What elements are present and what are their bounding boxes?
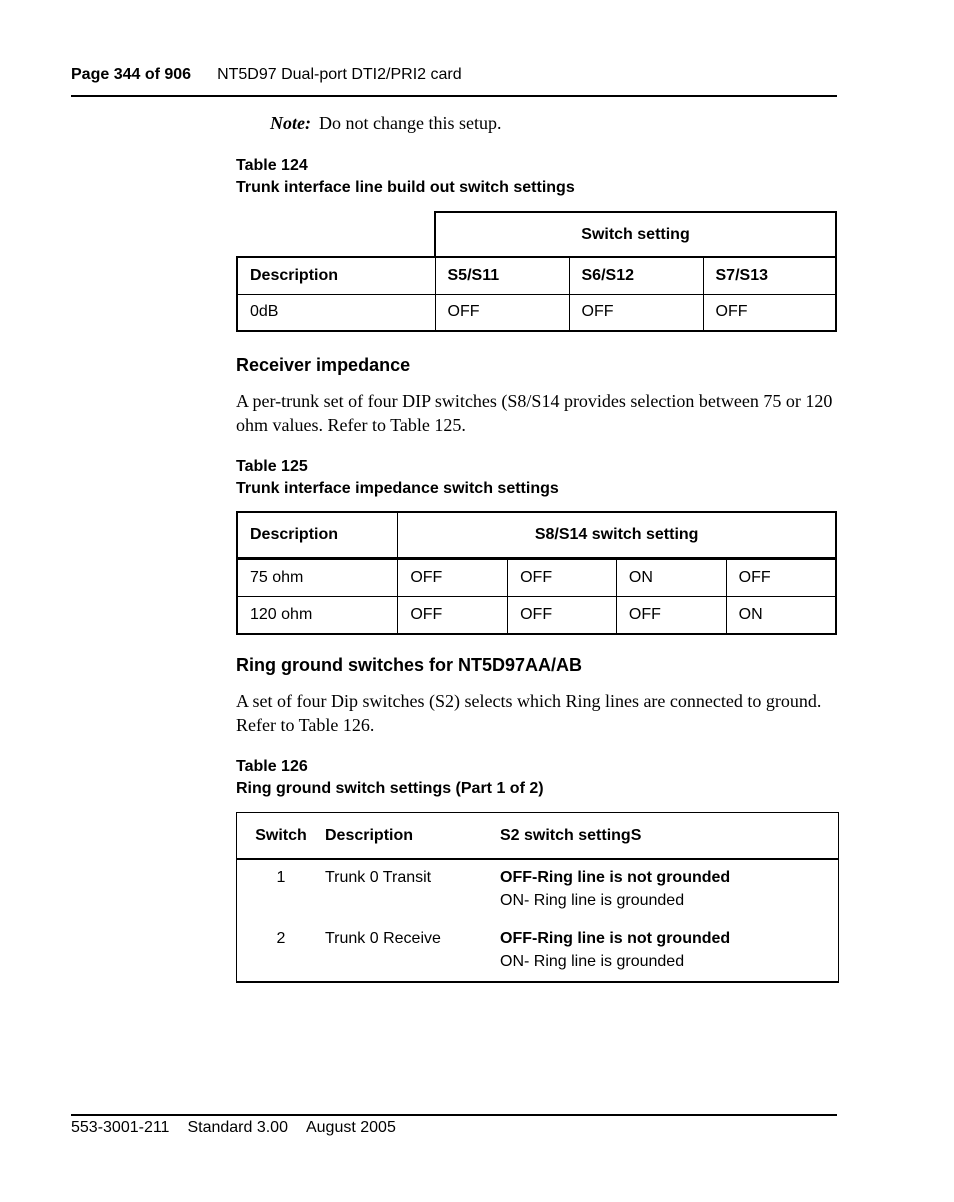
table-column-header: S2 switch settingS (500, 826, 642, 844)
footer-date: August 2005 (305, 1119, 396, 1136)
page-footer (71, 1119, 414, 1137)
footer-rule (71, 1114, 837, 1116)
document-title: NT5D97 Dual-port DTI2/PRI2 card (217, 66, 462, 83)
table-header-row (237, 813, 838, 860)
table-column-header: S6/S12 (569, 257, 703, 294)
table-cell-description: Trunk 0 Receive (325, 930, 441, 947)
table-row (237, 912, 838, 981)
table-title: Trunk interface impedance switch settings (236, 480, 559, 497)
table-cell-empty (237, 212, 435, 257)
footer-standard: Standard 3.00 (187, 1119, 288, 1136)
receiver-paragraph: A per-trunk set of four DIP switches (S8/S14 provides selection between 75 or 120 ohm values. Refer to Table 125. (236, 391, 833, 435)
setting-on-text: ON- Ring line is grounded (500, 953, 685, 970)
table-cell: OFF (435, 294, 569, 331)
table-number: Table 125 (236, 458, 308, 475)
table-cell-setting (500, 866, 838, 912)
table-cell-setting (500, 927, 838, 973)
table-125 (236, 511, 837, 635)
note-text: Do not change this setup. (318, 113, 502, 133)
table-column-header: Description (237, 257, 435, 294)
table-column-header: S5/S11 (435, 257, 569, 294)
table-cell: OFF (569, 294, 703, 331)
note (270, 113, 501, 134)
table-cell-switch: 2 (276, 930, 286, 947)
table-cell: 0dB (237, 294, 435, 331)
table-number: Table 126 (236, 758, 308, 775)
table-row (237, 294, 836, 331)
table-126-caption (236, 756, 544, 800)
table-cell: OFF (508, 596, 617, 634)
page-header (71, 66, 462, 84)
setting-on-text: ON- Ring line is grounded (500, 892, 685, 909)
table-cell: ON (726, 596, 836, 634)
table-cell: OFF (726, 558, 836, 596)
section-heading-ring-ground: Ring ground switches for NT5D97AA/AB (236, 655, 583, 675)
table-title: Trunk interface line build out switch settings (236, 179, 575, 196)
table-column-header: Description (237, 512, 398, 558)
table-column-header: Switch (255, 826, 307, 844)
table-124 (236, 211, 837, 332)
table-column-header: S8/S14 switch setting (398, 512, 836, 558)
ring-paragraph: A set of four Dip switches (S2) selects which Ring lines are connected to ground. Refer to Table 126. (236, 691, 822, 735)
header-rule (71, 95, 837, 97)
table-group-header: Switch setting (435, 212, 836, 257)
table-cell: 120 ohm (237, 596, 398, 634)
table-124-caption (236, 155, 575, 199)
setting-off-text: OFF-Ring line is not grounded (500, 930, 731, 947)
table-cell-switch: 1 (276, 869, 286, 886)
table-cell: ON (616, 558, 726, 596)
table-cell: OFF (703, 294, 836, 331)
setting-off-text: OFF-Ring line is not grounded (500, 869, 731, 886)
table-row (237, 860, 838, 912)
table-126 (236, 812, 839, 983)
table-column-header: Description (325, 826, 414, 844)
table-number: Table 124 (236, 157, 308, 174)
table-title: Ring ground switch settings (Part 1 of 2) (236, 780, 544, 797)
table-cell: OFF (616, 596, 726, 634)
table-row (237, 596, 836, 634)
page-number: Page 344 of 906 (71, 66, 192, 83)
table-cell-description: Trunk 0 Transit (325, 869, 432, 886)
footer-doc-number: 553-3001-211 (71, 1119, 170, 1136)
table-column-header: S7/S13 (703, 257, 836, 294)
table-cell: OFF (508, 558, 617, 596)
table-cell: OFF (398, 558, 508, 596)
note-label: Note: (270, 113, 311, 133)
table-cell: OFF (398, 596, 508, 634)
section-heading-receiver-impedance: Receiver impedance (236, 355, 411, 375)
table-row (237, 558, 836, 596)
table-cell: 75 ohm (237, 558, 398, 596)
table-125-caption (236, 456, 559, 500)
